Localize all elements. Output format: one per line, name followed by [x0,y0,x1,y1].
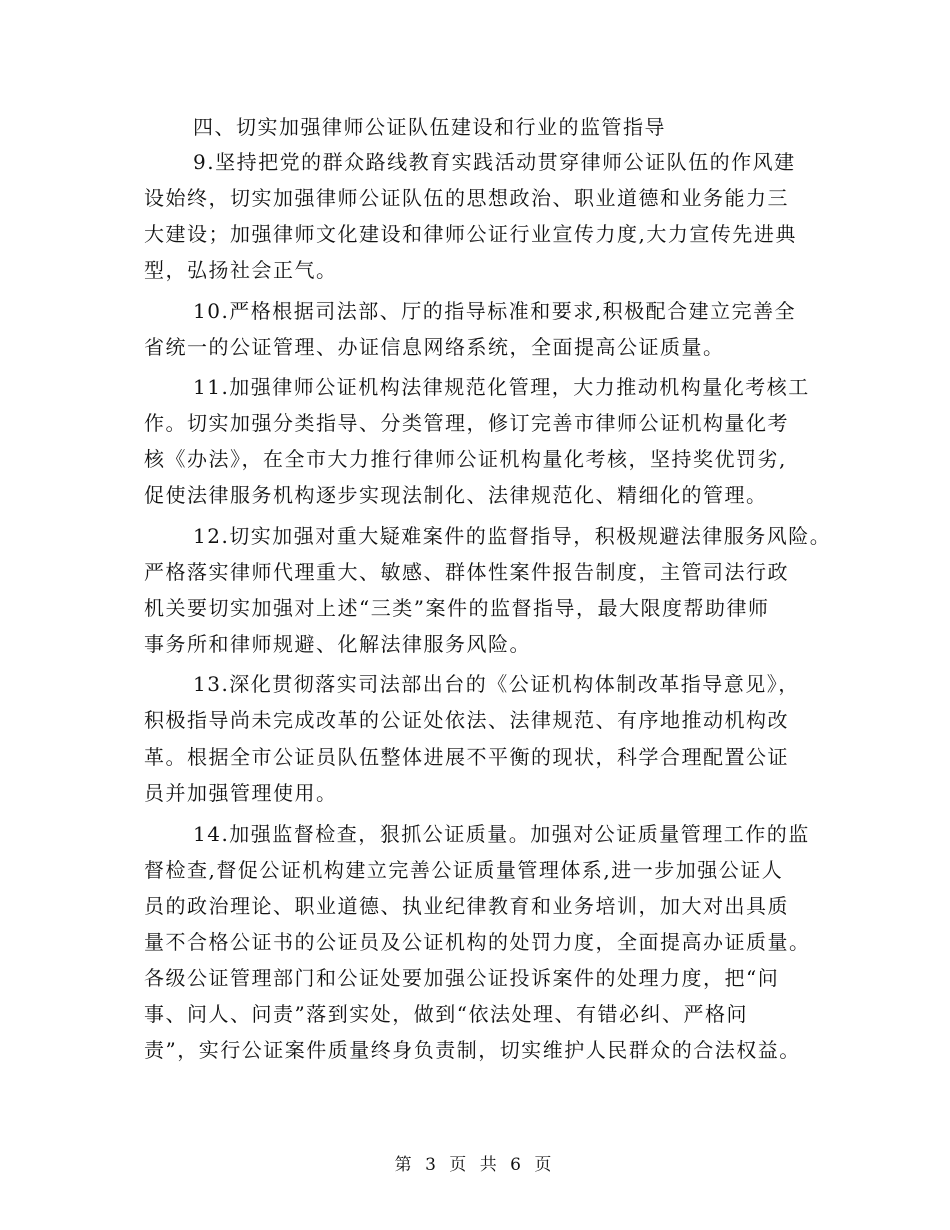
paragraph-14-line: 14.加强监督检查，狠抓公证质量。加强对公证质量管理工作的监 [193,822,810,846]
paragraph-14-line: 督检查,督促公证机构建立完善公证质量管理体系,进一步加强公证人 [144,858,784,882]
paragraph-10-line: 10.严格根据司法部、厅的指导标准和要求,积极配合建立完善全 [193,299,797,323]
paragraph-13-line: 革。根据全市公证员队伍整体进展不平衡的现状，科学合理配置公证 [144,745,789,769]
paragraph-11-line: 核《办法》，在全市大力推行律师公证机构量化考核，坚持奖优罚劣, [144,447,787,471]
paragraph-9-line: 9.坚持把党的群众路线教育实践活动贯穿律师公证队伍的作风建 [193,150,796,174]
paragraph-13-line: 积极指导尚未完成改革的公证处依法、法律规范、有序地推动机构改 [144,708,789,732]
paragraph-11-line: 11.加强律师公证机构法律规范化管理，大力推动机构量化考核工 [193,375,810,399]
section-heading: 四、切实加强律师公证队伍建设和行业的监管指导 [193,115,666,139]
paragraph-10-line: 省统一的公证管理、办证信息网络系统，全面提高公证质量。 [144,335,725,359]
paragraph-9-line: 设始终，切实加强律师公证队伍的思想政治、职业道德和业务能力三 [144,186,789,210]
paragraph-12-line: 12.切实加强对重大疑难案件的监督指导，积极规避法律服务风险。 [193,524,832,548]
page-number-footer: 第 3 页 共 6 页 [394,1155,556,1175]
paragraph-12-line: 机关要切实加强对上述“三类”案件的监督指导，最大限度帮助律师 [144,596,770,620]
paragraph-14-line: 员的政治理论、职业道德、执业纪律教育和业务培训，加大对出具质 [144,894,789,918]
paragraph-11-line: 作。切实加强分类指导、分类管理，修订完善市律师公证机构量化考 [144,411,789,435]
paragraph-9-line: 型，弘扬社会正气。 [144,258,338,282]
paragraph-12-line: 事务所和律师规避、化解法律服务风险。 [144,632,531,656]
paragraph-14-line: 责”，实行公证案件质量终身负责制，切实维护人民群众的合法权益。 [144,1038,801,1062]
paragraph-9-line: 大建设；加强律师文化建设和律师公证行业宣传力度,大力宣传先进典 [144,222,797,246]
paragraph-12-line: 严格落实律师代理重大、敏感、群体性案件报告制度，主管司法行政 [144,560,789,584]
paragraph-11-line: 促使法律服务机构逐步实现法制化、法律规范化、精细化的管理。 [144,483,768,507]
paragraph-13-line: 13.深化贯彻落实司法部出台的《公证机构体制改革指导意见》， [193,672,800,696]
paragraph-13-line: 员并加强管理使用。 [144,781,338,805]
paragraph-14-line: 量不合格公证书的公证员及公证机构的处罚力度，全面提高办证质量。 [144,930,811,954]
paragraph-14-line: 各级公证管理部门和公证处要加强公证投诉案件的处理力度，把“问 [144,966,780,990]
paragraph-14-line: 事、问人、问责”落到实处，做到“依法处理、有错必纠、严格问 [144,1002,748,1026]
